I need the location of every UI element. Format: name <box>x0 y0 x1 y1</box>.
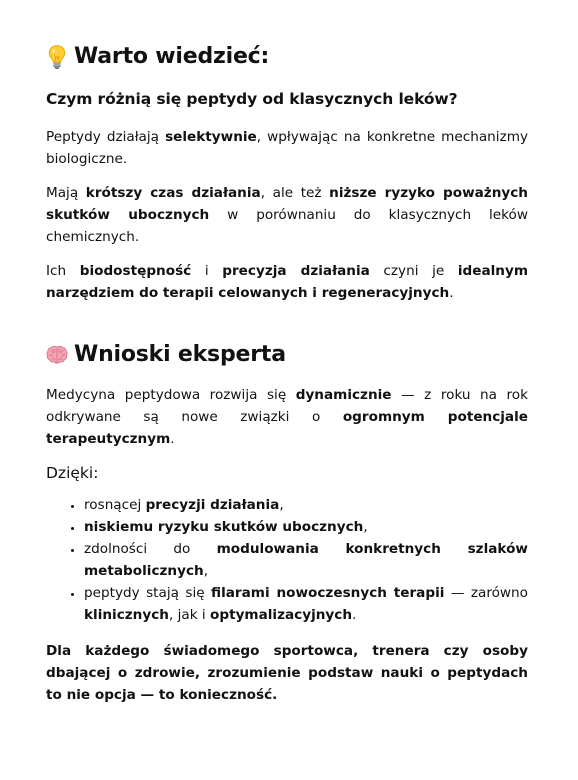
section-subtitle: Czym różnią się peptydy od klasycznych leków? <box>46 90 458 108</box>
text-run: w porównaniu do klasycznych leków chemicznych. <box>46 207 528 245</box>
text-run: — z roku na rok odkrywane są nowe związki o <box>46 387 529 425</box>
text-run: czyni je <box>369 263 458 279</box>
text-run: Medycyna peptydowa rozwija się <box>46 387 296 403</box>
bold-text: idealnym narzędziem do terapii celowanych i regeneracyjnych <box>46 263 529 301</box>
bold-text: klinicznych <box>84 607 169 623</box>
text-run: , wpływając na konkretne mechanizmy biologiczne. <box>46 129 528 167</box>
bold-text: niskiemu ryzyku skutków ubocznych <box>84 519 364 535</box>
bold-text: niższe ryzyko poważnych skutków ubocznych <box>46 185 528 223</box>
bold-text: precyzji działania <box>145 497 280 513</box>
bold-text: biodostępność <box>79 263 192 279</box>
text-run: Peptydy działają <box>46 129 166 145</box>
paragraph-biodostepnosc <box>46 260 528 304</box>
bold-text: filarami nowoczesnych terapii <box>211 585 445 601</box>
section-title: Wnioski eksperta <box>74 342 286 367</box>
text-run: . <box>352 607 357 623</box>
section-heading-wnioski-eksperta <box>46 340 528 370</box>
text-run: . <box>449 285 454 301</box>
text-run: , jak i <box>168 607 210 623</box>
bold-text: precyzja działania <box>222 263 370 279</box>
brain-icon <box>46 342 68 368</box>
text-run: , ale też <box>260 185 330 201</box>
text-run: , <box>203 563 209 579</box>
bold-text: selektywnie <box>165 129 257 145</box>
bold-text: modulowania konkretnych szlaków metabolicznych <box>84 541 528 579</box>
text-run: peptydy stają się <box>84 585 212 601</box>
list-item <box>84 582 528 626</box>
text-run: Ich <box>46 263 80 279</box>
text-run: i <box>191 263 223 279</box>
text-run: zdolności do <box>84 541 217 557</box>
benefits-list <box>46 494 528 626</box>
section-wnioski <box>46 340 528 706</box>
bold-text: dynamicznie <box>295 387 392 403</box>
paragraph-selektywnie <box>46 126 528 170</box>
paragraph-medycyna <box>46 384 528 450</box>
text-run: rosnącej <box>84 497 146 513</box>
list-item <box>84 494 528 516</box>
bold-text: optymalizacyjnych <box>210 607 353 623</box>
closing-paragraph: Dla każdego świadomego sportowca, trenera czy osoby dbającej o zdrowie, zrozumienie podstaw nauki o peptydach to nie opcja — to konieczność. <box>46 643 528 703</box>
text-run: — zarówno <box>444 585 528 601</box>
list-item <box>84 516 528 538</box>
bold-text: ogromnym potencjale terapeutycznym <box>46 409 528 447</box>
section-heading-warto-wiedziec <box>46 42 528 72</box>
list-item <box>84 538 528 582</box>
lightbulb-icon <box>46 44 68 70</box>
text-run: Mają <box>46 185 86 201</box>
text-run: , <box>279 497 284 513</box>
text-run: . <box>170 431 175 447</box>
paragraph-krotszy-czas <box>46 182 528 248</box>
text-run: , <box>363 519 368 535</box>
bold-text: krótszy czas działania <box>85 185 261 201</box>
dzieki-label: Dzięki: <box>46 464 99 482</box>
section-title: Warto wiedzieć: <box>74 44 270 69</box>
